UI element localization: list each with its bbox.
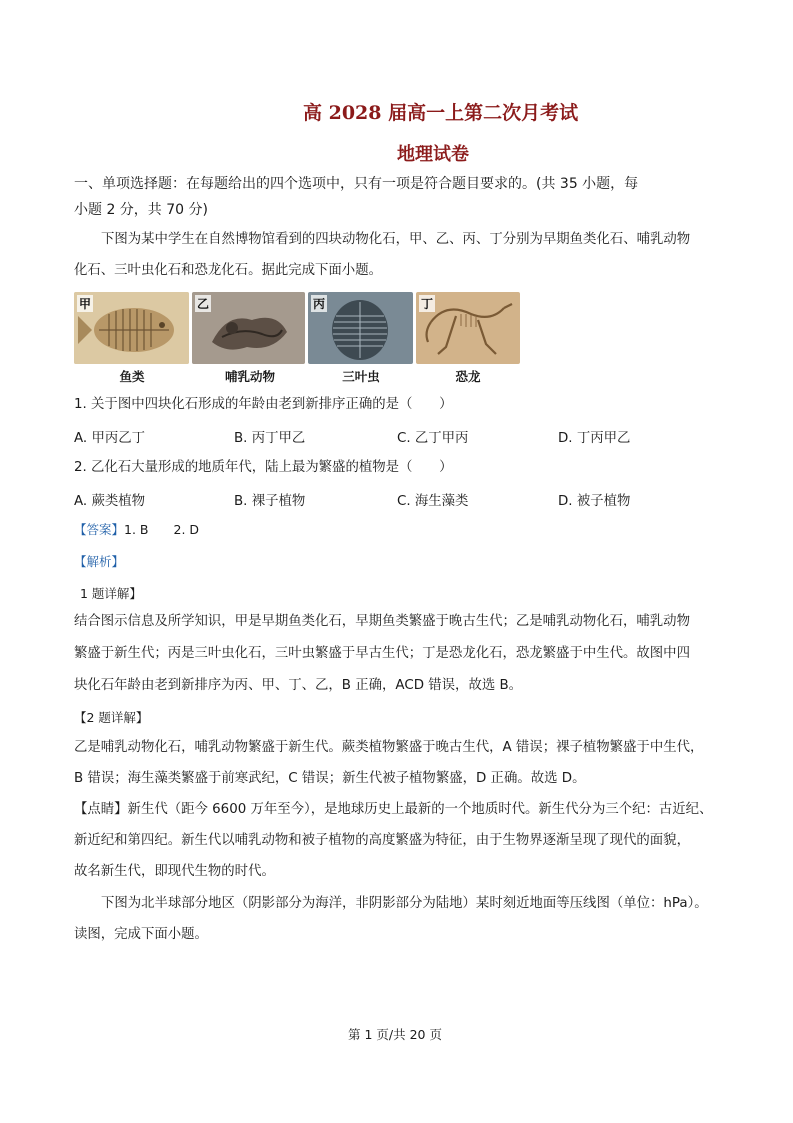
fossil-label: 丙 xyxy=(313,297,326,311)
question-1-option-a: A. 甲丙乙丁 xyxy=(74,431,145,446)
question-2-option-d: D. 被子植物 xyxy=(558,494,631,509)
analysis-label: 【解析】 xyxy=(74,554,125,569)
fossil-caption-mammal: 哺乳动物 xyxy=(224,369,275,384)
answer-values: 1. B 2. D xyxy=(124,522,200,537)
fossil-label: 甲 xyxy=(79,297,92,311)
question-1-stem: 1. 关于图中四块化石形成的年龄由老到新排序正确的是（ ） xyxy=(74,397,453,412)
fossil-image-bing xyxy=(308,292,413,364)
question-1-option-b: B. 丙丁甲乙 xyxy=(234,431,306,446)
note-line: 【点睛】新生代（距今 6600 万年至今），是地球历史上最新的一个地质时代。新生代分为三个纪：古近纪、 xyxy=(74,802,713,817)
section-heading-line1: 一、单项选择题：在每题给出的四个选项中，只有一项是符合题目要求的。(共 35 小题，每 xyxy=(74,176,639,192)
page-number: 第 1 页/共 20 页 xyxy=(348,1027,442,1042)
detail-1-line: 繁盛于新生代；丙是三叶虫化石，三叶虫繁盛于早古生代；丁是恐龙化石，恐龙繁盛于中生代。故图中四 xyxy=(74,646,690,661)
intro1-line1: 下图为某中学生在自然博物馆看到的四块动物化石，甲、乙、丙、丁分别为早期鱼类化石、哺乳动物 xyxy=(101,232,691,247)
intro2-line1: 下图为北半球部分地区（阴影部分为海洋，非阴影部分为陆地）某时刻近地面等压线图（单位：hPa）。 xyxy=(101,896,708,911)
intro1-line2: 化石、三叶虫化石和恐龙化石。据此完成下面小题。 xyxy=(74,263,382,278)
intro2-line2: 读图，完成下面小题。 xyxy=(74,927,208,942)
fossil-caption-fish: 鱼类 xyxy=(119,369,145,384)
detail-1-line: 结合图示信息及所学知识，甲是早期鱼类化石，早期鱼类繁盛于晚古生代；乙是哺乳动物化石，哺乳动物 xyxy=(74,614,690,629)
fossil-image-yi xyxy=(192,292,305,364)
exam-title: 高 2028 届高一上第二次月考试 xyxy=(303,102,579,124)
answer-line xyxy=(74,520,199,538)
answer-label: 【答案】 xyxy=(74,522,125,537)
subject-title: 地理试卷 xyxy=(397,144,469,165)
fossil-image-jia xyxy=(74,292,189,364)
fossil-label: 丁 xyxy=(421,297,434,311)
question-1-option-d: D. 丁丙甲乙 xyxy=(558,431,631,446)
detail-2-label: 【2 题详解】 xyxy=(74,710,149,725)
question-2-option-b: B. 裸子植物 xyxy=(234,494,306,509)
note-line: 故名新生代，即现代生物的时代。 xyxy=(74,864,275,879)
fossil-caption-trilobite: 三叶虫 xyxy=(342,369,380,384)
note-line: 新近纪和第四纪。新生代以哺乳动物和被子植物的高度繁盛为特征，由于生物界逐渐呈现了现代的面貌， xyxy=(74,833,690,848)
fossil-label: 乙 xyxy=(197,297,210,311)
question-1-option-c: C. 乙丁甲丙 xyxy=(397,431,469,446)
question-2-option-c: C. 海生藻类 xyxy=(397,494,469,509)
detail-2-line: 乙是哺乳动物化石，哺乳动物繁盛于新生代。蕨类植物繁盛于晚古生代，A 错误；裸子植物繁盛于中生代， xyxy=(74,740,704,755)
fossil-image-ding xyxy=(416,292,520,364)
question-2-stem: 2. 乙化石大量形成的地质年代，陆上最为繁盛的植物是（ ） xyxy=(74,460,453,475)
detail-1-label: 1 题详解】 xyxy=(80,586,142,601)
section-heading-line2: 小题 2 分，共 70 分) xyxy=(74,202,208,218)
question-2-option-a: A. 蕨类植物 xyxy=(74,494,145,509)
detail-2-line: B 错误；海生藻类繁盛于前寒武纪，C 错误；新生代被子植物繁盛，D 正确。故选 D。 xyxy=(74,771,586,786)
fossil-caption-dinosaur: 恐龙 xyxy=(455,369,481,384)
detail-1-line: 块化石年龄由老到新排序为丙、甲、丁、乙，B 正确，ACD 错误，故选 B。 xyxy=(74,678,523,693)
